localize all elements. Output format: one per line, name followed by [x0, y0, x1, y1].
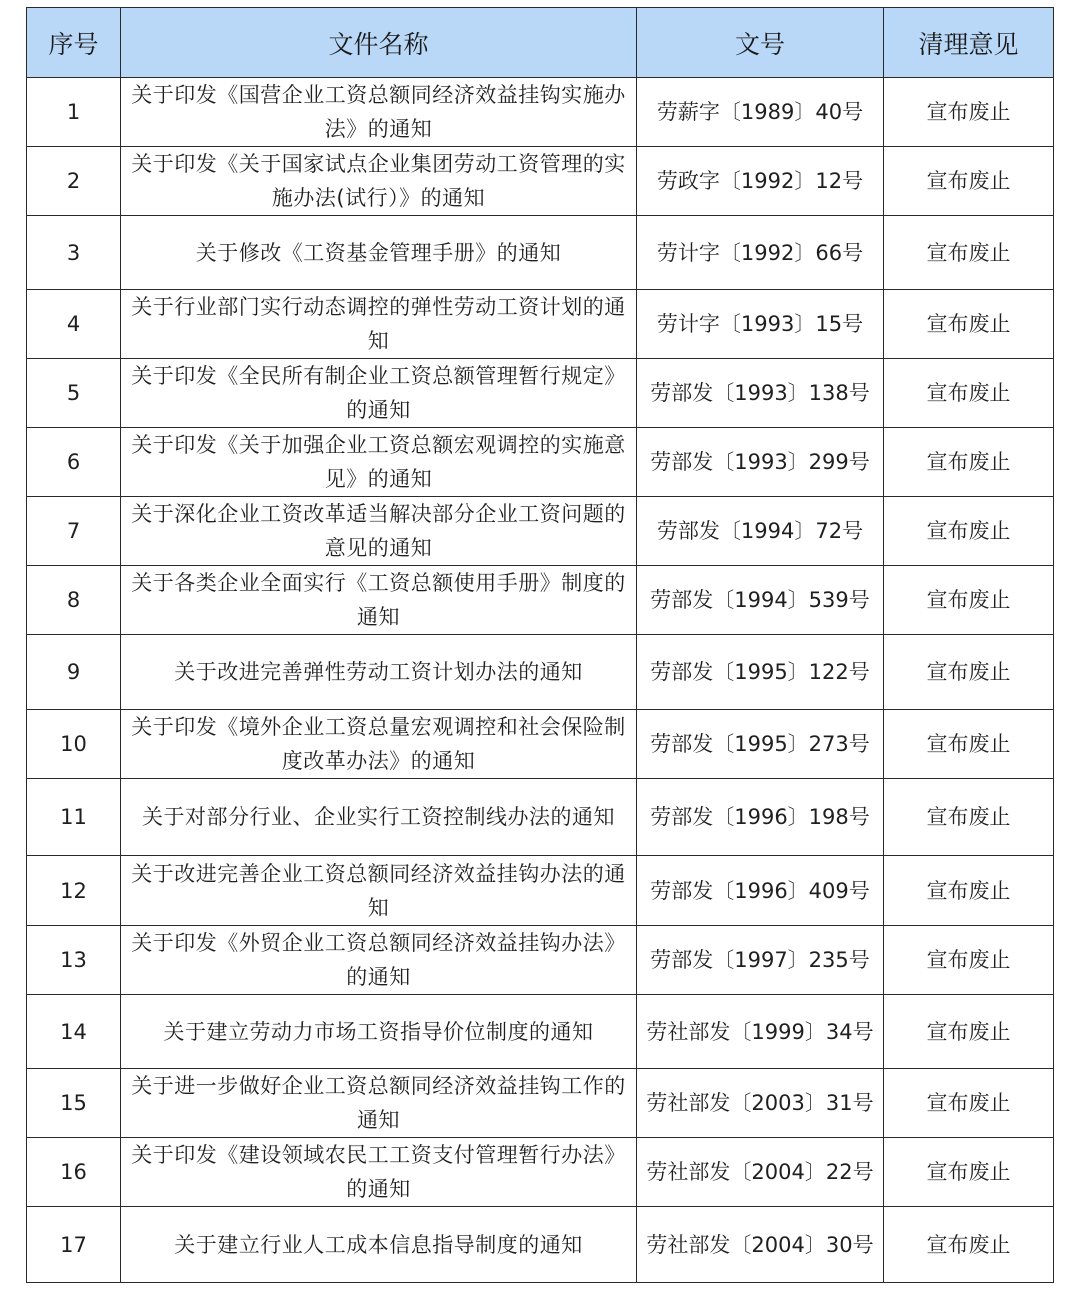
cell-file-name: 关于行业部门实行动态调控的弹性劳动工资计划的通知	[121, 290, 637, 359]
table-row	[27, 995, 1054, 1069]
header-file-name: 文件名称	[121, 8, 637, 78]
cell-document-number: 劳部发〔1997〕235号	[637, 926, 884, 995]
cell-file-name: 关于建立行业人工成本信息指导制度的通知	[121, 1207, 637, 1283]
cell-serial-number: 6	[27, 428, 121, 497]
table-row	[27, 497, 1054, 566]
cell-cleanup-opinion: 宣布废止	[884, 710, 1054, 779]
cell-document-number: 劳部发〔1995〕122号	[637, 635, 884, 710]
cell-serial-number: 15	[27, 1069, 121, 1138]
cell-document-number: 劳部发〔1994〕539号	[637, 566, 884, 635]
table-row	[27, 428, 1054, 497]
cell-serial-number: 2	[27, 147, 121, 216]
cell-document-number: 劳计字〔1992〕66号	[637, 216, 884, 290]
table-body	[27, 78, 1054, 1283]
table-row	[27, 359, 1054, 428]
table-row	[27, 926, 1054, 995]
table-row	[27, 856, 1054, 926]
table-row	[27, 1207, 1054, 1283]
cell-document-number: 劳政字〔1992〕12号	[637, 147, 884, 216]
cell-document-number: 劳部发〔1996〕198号	[637, 779, 884, 856]
cell-cleanup-opinion: 宣布废止	[884, 1207, 1054, 1283]
cell-cleanup-opinion: 宣布废止	[884, 1138, 1054, 1207]
cell-file-name: 关于各类企业全面实行《工资总额使用手册》制度的通知	[121, 566, 637, 635]
table-row	[27, 710, 1054, 779]
cell-cleanup-opinion: 宣布废止	[884, 290, 1054, 359]
cell-file-name: 关于印发《外贸企业工资总额同经济效益挂钩办法》的通知	[121, 926, 637, 995]
cell-file-name: 关于进一步做好企业工资总额同经济效益挂钩工作的通知	[121, 1069, 637, 1138]
cell-serial-number: 7	[27, 497, 121, 566]
table-row	[27, 779, 1054, 856]
cell-document-number: 劳社部发〔2004〕30号	[637, 1207, 884, 1283]
cell-serial-number: 12	[27, 856, 121, 926]
cell-file-name: 关于印发《全民所有制企业工资总额管理暂行规定》的通知	[121, 359, 637, 428]
header-cleanup-opinion: 清理意见	[884, 8, 1054, 78]
cell-document-number: 劳薪字〔1989〕40号	[637, 78, 884, 147]
cell-serial-number: 14	[27, 995, 121, 1069]
cell-serial-number: 10	[27, 710, 121, 779]
cell-serial-number: 3	[27, 216, 121, 290]
cell-document-number: 劳部发〔1993〕299号	[637, 428, 884, 497]
cell-document-number: 劳部发〔1994〕72号	[637, 497, 884, 566]
cell-document-number: 劳计字〔1993〕15号	[637, 290, 884, 359]
table-header	[27, 8, 1054, 78]
cell-document-number: 劳部发〔1995〕273号	[637, 710, 884, 779]
cell-file-name: 关于印发《境外企业工资总量宏观调控和社会保险制度改革办法》的通知	[121, 710, 637, 779]
cell-cleanup-opinion: 宣布废止	[884, 78, 1054, 147]
cell-cleanup-opinion: 宣布废止	[884, 926, 1054, 995]
table-row	[27, 1138, 1054, 1207]
table-row	[27, 216, 1054, 290]
cell-serial-number: 11	[27, 779, 121, 856]
cell-document-number: 劳部发〔1996〕409号	[637, 856, 884, 926]
cell-serial-number: 1	[27, 78, 121, 147]
cell-file-name: 关于对部分行业、企业实行工资控制线办法的通知	[121, 779, 637, 856]
cell-cleanup-opinion: 宣布废止	[884, 856, 1054, 926]
header-row	[27, 8, 1054, 78]
table-row	[27, 147, 1054, 216]
cell-document-number: 劳社部发〔1999〕34号	[637, 995, 884, 1069]
table-row	[27, 1069, 1054, 1138]
header-serial-number: 序号	[27, 8, 121, 78]
cell-file-name: 关于印发《建设领域农民工工资支付管理暂行办法》的通知	[121, 1138, 637, 1207]
table-row	[27, 635, 1054, 710]
cell-serial-number: 16	[27, 1138, 121, 1207]
table-row	[27, 566, 1054, 635]
cell-serial-number: 5	[27, 359, 121, 428]
cell-document-number: 劳社部发〔2003〕31号	[637, 1069, 884, 1138]
cell-document-number: 劳社部发〔2004〕22号	[637, 1138, 884, 1207]
cell-cleanup-opinion: 宣布废止	[884, 428, 1054, 497]
cell-cleanup-opinion: 宣布废止	[884, 995, 1054, 1069]
document-table	[26, 7, 1054, 1283]
table-row	[27, 290, 1054, 359]
cell-cleanup-opinion: 宣布废止	[884, 566, 1054, 635]
cell-file-name: 关于建立劳动力市场工资指导价位制度的通知	[121, 995, 637, 1069]
cell-serial-number: 13	[27, 926, 121, 995]
cell-serial-number: 8	[27, 566, 121, 635]
cell-cleanup-opinion: 宣布废止	[884, 779, 1054, 856]
cell-file-name: 关于印发《关于加强企业工资总额宏观调控的实施意见》的通知	[121, 428, 637, 497]
cell-file-name: 关于修改《工资基金管理手册》的通知	[121, 216, 637, 290]
cell-cleanup-opinion: 宣布废止	[884, 1069, 1054, 1138]
cell-file-name: 关于改进完善企业工资总额同经济效益挂钩办法的通知	[121, 856, 637, 926]
cell-file-name: 关于印发《关于国家试点企业集团劳动工资管理的实施办法(试行）》的通知	[121, 147, 637, 216]
cell-file-name: 关于深化企业工资改革适当解决部分企业工资问题的意见的通知	[121, 497, 637, 566]
table-row	[27, 78, 1054, 147]
header-document-number: 文号	[637, 8, 884, 78]
cell-cleanup-opinion: 宣布废止	[884, 216, 1054, 290]
cell-cleanup-opinion: 宣布废止	[884, 359, 1054, 428]
cell-serial-number: 4	[27, 290, 121, 359]
cell-cleanup-opinion: 宣布废止	[884, 635, 1054, 710]
cell-serial-number: 17	[27, 1207, 121, 1283]
cell-cleanup-opinion: 宣布废止	[884, 147, 1054, 216]
cell-cleanup-opinion: 宣布废止	[884, 497, 1054, 566]
cell-file-name: 关于印发《国营企业工资总额同经济效益挂钩实施办法》的通知	[121, 78, 637, 147]
cell-file-name: 关于改进完善弹性劳动工资计划办法的通知	[121, 635, 637, 710]
cell-serial-number: 9	[27, 635, 121, 710]
cell-document-number: 劳部发〔1993〕138号	[637, 359, 884, 428]
